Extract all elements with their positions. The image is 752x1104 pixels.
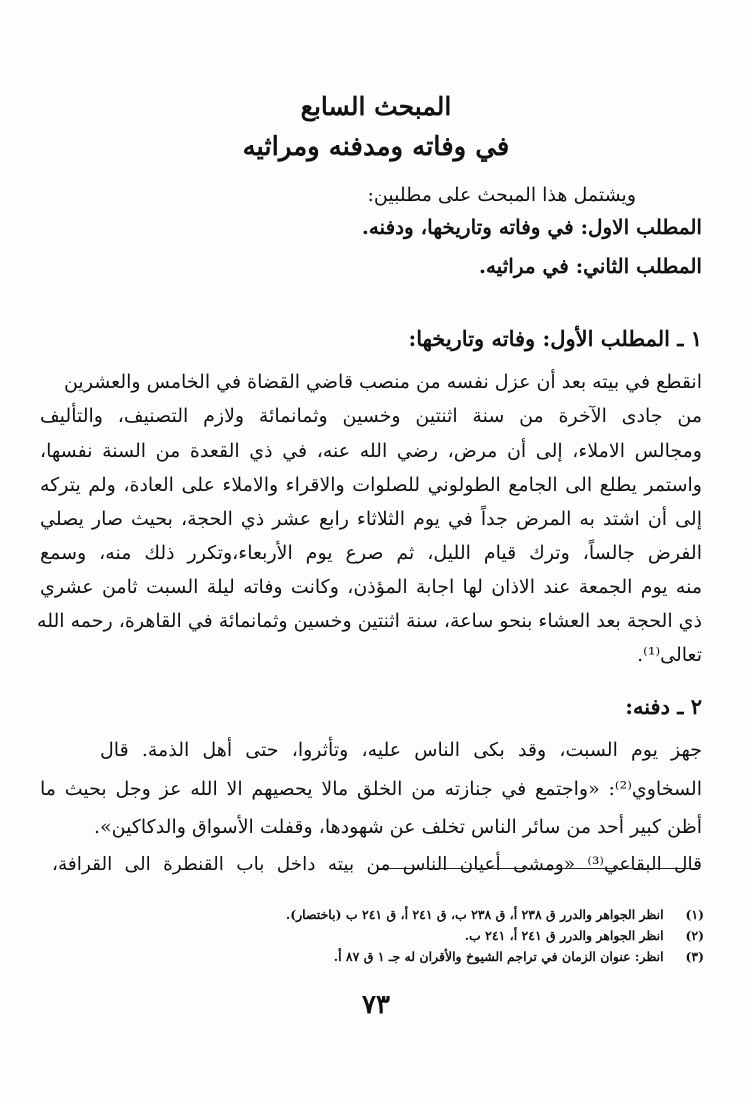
body-line: أظن كبير أحد من سائر الناس تخلف عن شهودها، وقفلت الأسواق والدكاكين». [93, 816, 702, 838]
body-line: ذي الحجة بعد العشاء بنحو ساعة، سنة اثنتين وخسين وثمانمائة في القاهرة، رحمه الله [37, 610, 702, 632]
body-line: منه يوم الجمعة عند الاذان لها اجابة المؤذن، وكانت وفاته ليلة السبت ثامن عشري [40, 576, 702, 598]
requirement-1: المطلب الاول: في وفاته وتاريخها، ودفنه. [361, 215, 702, 239]
section-1-heading: ١ ـ المطلب الأول: وفاته وتاريخها: [408, 326, 702, 351]
body-line: واستمر يطلع الى الجامع الطولوني للصلوات والاقراء والاملاء على العادة، ولم يتركه [40, 474, 702, 496]
body-line: الفرض جالساً، وترك قيام الليل، ثم صرع يوم الأربعاء،وتكرر ذلك منه، وسمع [40, 542, 702, 564]
body-line: تعالى⁽¹⁾. [637, 644, 702, 666]
body-line: ومجالس الاملاء، إلى أن مرض، رضي الله عنه، في ذي القعدة من السنة نفسها، [40, 440, 702, 462]
page-number: ٧٣ [362, 990, 390, 1020]
body-line: انقطع في بيته بعد أن عزل نفسه من منصب قاضي القضاة في الخامس والعشرين [63, 371, 702, 393]
footnote-text: انظر: عنوان الزمان في تراجم الشيوخ والأقران له جـ ١ ق ٨٧ أ. [333, 949, 664, 964]
footnote-number: (٣) [685, 949, 704, 964]
chapter-title: المبحث السابع [300, 92, 452, 121]
footnote-2 [44, 927, 704, 945]
body-line: من جادى الآخرة من سنة اثنتين وخسين وثمانمائة ولازم التصنيف، والتأليف [40, 405, 702, 427]
footnote-text: انظر الجواهر والدرر ق ٢٣٨ أ، ق ٢٣٨ ب، ق ٢٤١ أ، ق ٢٤١ ب (باختصار). [285, 907, 664, 922]
section-2-heading: ٢ ـ دفنه: [625, 694, 702, 719]
intro-line: ويشتمل هذا المبحث على مطلبين: [367, 184, 636, 206]
footnote-number: (٢) [685, 928, 704, 943]
requirement-2: المطلب الثاني: في مراثيه. [479, 254, 702, 278]
footnote-divider [380, 868, 700, 869]
footnote-1 [44, 906, 704, 924]
chapter-subtitle: في وفاته ومدفنه ومراثيه [242, 132, 510, 162]
body-line: جهز يوم السبت، وقد بكى الناس عليه، وتأثروا، حتى أهل الذمة. قال [100, 739, 702, 761]
footnote-number: (١) [685, 907, 704, 922]
footnote-text: انظر الجواهر والدرر ق ٢٤١ أ، ٢٤١ ب. [464, 928, 664, 943]
footnote-3 [44, 948, 704, 966]
body-line: قال البقاعي⁽³⁾ «ومشى أعيان الناس من بيته داخل باب القنطرة الى القرافة، [52, 854, 702, 875]
body-line: إلى أن اشتد به المرض جداً في يوم الثلاثاء رابع عشر ذي الحجة، بحيث صار يصلي [40, 508, 702, 530]
body-line: السخاوي⁽²⁾: «واجتمع في جنازته من الخلق مالا يحصيهم الا الله عز وجل بحيث ما [40, 778, 702, 800]
